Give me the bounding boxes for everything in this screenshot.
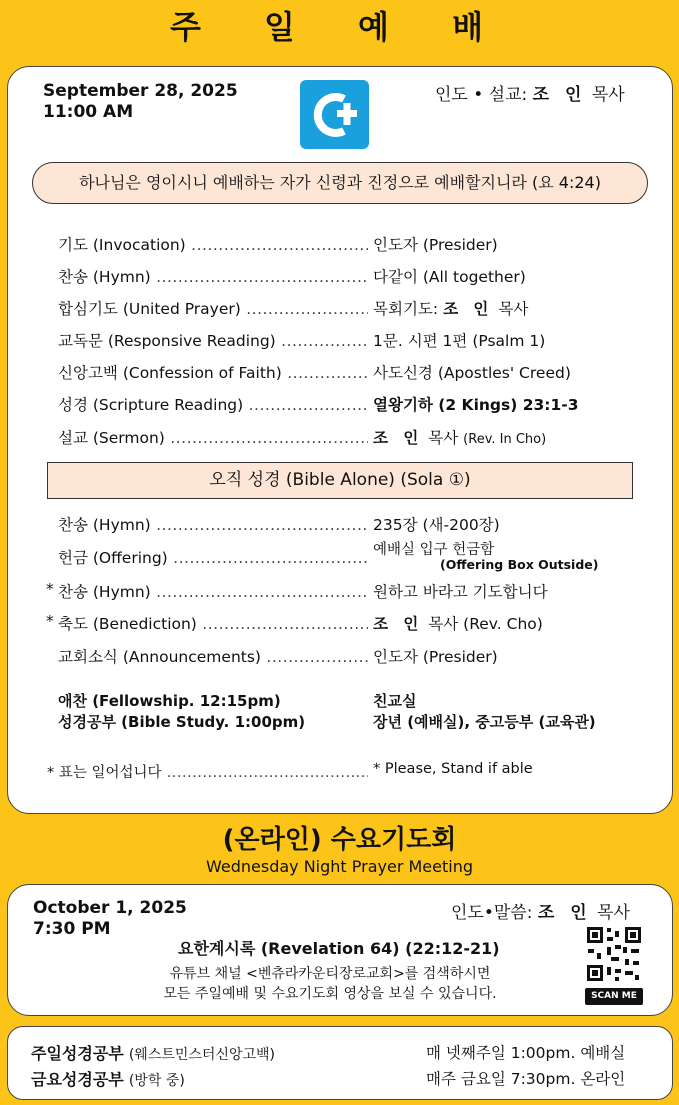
- sermon-title-box: 오직 성경 (Bible Alone) (Sola ①): [47, 462, 633, 499]
- order-value-name: 조 인: [373, 615, 424, 633]
- youtube-line-1: 유튜브 채널 <벤츄라카운티장로교회>를 검색하시면: [169, 966, 491, 982]
- leader-name: 조 인: [537, 903, 592, 923]
- stand-marker: *: [46, 612, 54, 630]
- order-value-suffix: 목사: [428, 429, 459, 447]
- order-label: 성경 (Scripture Reading) .....: [58, 393, 368, 415]
- page-title: 주 일 예 배: [169, 8, 510, 46]
- study-row: [31, 1041, 275, 1064]
- leader-title: 목사: [597, 903, 630, 923]
- order-value: 열왕기하 (2 Kings) 23:1-3: [373, 396, 579, 414]
- service-time: 11:00 AM: [43, 102, 134, 122]
- order-label: 신앙고백 (Confession of Faith) .....: [58, 361, 368, 383]
- order-row: [0, 329, 679, 353]
- order-row: [0, 265, 679, 289]
- bible-study-label: 성경공부 (Bible Study. 1:00pm): [58, 713, 306, 731]
- order-value: 예배실 입구 헌금함: [373, 542, 495, 558]
- study-value: 매주 금요일 7:30pm. 온라인: [426, 1070, 626, 1088]
- fellowship-value: 친교실: [373, 692, 417, 710]
- wednesday-subtitle: Wednesday Night Prayer Meeting: [205, 857, 474, 876]
- order-label: 기도 (Invocation) .....: [58, 233, 368, 255]
- service-date: September 28, 2025: [43, 81, 238, 101]
- wednesday-scripture: 요한계시록 (Revelation 64) (22:12-21): [178, 939, 500, 958]
- stand-marker: *: [46, 580, 54, 598]
- study-row: [31, 1067, 185, 1090]
- order-label: 찬송 (Hymn) .....: [58, 513, 368, 535]
- stand-note-row: [0, 761, 679, 785]
- order-value: 인도자 (Presider): [373, 236, 498, 254]
- stand-note-value: * Please, Stand if able: [373, 761, 533, 777]
- order-value-group: [373, 612, 543, 634]
- order-value-suffix: 목사 (Rev. Cho): [428, 615, 543, 633]
- order-label: 찬송 (Hymn) .....: [58, 580, 368, 602]
- order-value: 목회기도:: [373, 300, 439, 318]
- bible-study-value: 장년 (예배실), 중고등부 (교육관): [373, 713, 596, 731]
- leader-label: 인도 • 설교:: [435, 85, 528, 105]
- order-value-name: 조 인: [373, 429, 424, 447]
- wednesday-time: 7:30 PM: [33, 919, 111, 939]
- wednesday-leader: [451, 898, 630, 923]
- order-value-name: 조 인: [443, 300, 494, 318]
- study-sub: (방학 중): [128, 1073, 185, 1089]
- order-label: 합심기도 (United Prayer) .....: [58, 297, 368, 319]
- order-value: 1문. 시편 1편 (Psalm 1): [373, 332, 546, 350]
- stand-note-label: * 표는 일어섭니다 .....: [47, 761, 368, 782]
- order-row: [0, 513, 679, 537]
- order-value-group: [373, 297, 528, 319]
- bible-study-row: [0, 711, 679, 735]
- order-value: 사도신경 (Apostles' Creed): [373, 364, 571, 382]
- order-label: 헌금 (Offering) .....: [58, 546, 368, 568]
- study-sub: (웨스트민스터신앙고백): [128, 1047, 276, 1063]
- fellowship-label: 애찬 (Fellowship. 12:15pm): [58, 692, 281, 710]
- order-row: [0, 393, 679, 417]
- leader-title: 목사: [591, 85, 625, 105]
- order-value: 원하고 바라고 기도합니다: [373, 583, 548, 601]
- youtube-line-2: 모든 주일예배 및 수요기도회 영상을 보실 수 있습니다.: [163, 986, 497, 1002]
- qr-code-icon[interactable]: [585, 925, 643, 983]
- order-row: [0, 645, 679, 669]
- leader-label: 인도•말씀:: [451, 903, 533, 923]
- church-cross-logo-icon: [300, 80, 369, 149]
- order-value: 다같이 (All together): [373, 268, 526, 286]
- leader-name: 조 인: [532, 85, 587, 105]
- study-label: 주일성경공부: [31, 1044, 124, 1063]
- order-row: [0, 233, 679, 257]
- wednesday-date: October 1, 2025: [33, 898, 187, 918]
- wednesday-title: (온라인) 수요기도회: [222, 825, 457, 855]
- order-label: 교독문 (Responsive Reading) .....: [58, 329, 368, 351]
- order-value-group: [373, 426, 546, 448]
- order-row: [0, 297, 679, 321]
- service-leader: [435, 80, 625, 105]
- order-value-small: (Rev. In Cho): [463, 432, 547, 447]
- order-row: [0, 612, 679, 636]
- order-label: 설교 (Sermon) .....: [58, 426, 368, 448]
- wednesday-date-block: [33, 898, 187, 940]
- order-label: 축도 (Benediction) .....: [58, 612, 368, 634]
- study-label: 금요성경공부: [31, 1070, 124, 1089]
- order-row: [0, 542, 679, 572]
- order-row: [0, 426, 679, 450]
- youtube-notice: [60, 964, 600, 1004]
- order-row: [0, 580, 679, 604]
- order-label: 교회소식 (Announcements) .....: [58, 645, 368, 667]
- order-row: [0, 361, 679, 385]
- order-value: 인도자 (Presider): [373, 648, 498, 666]
- service-date-block: [43, 81, 238, 123]
- scan-me-label: SCAN ME: [585, 988, 643, 1005]
- scripture-verse-banner: 하나님은 영이시니 예배하는 자가 신령과 진정으로 예배할지니라 (요 4:24): [32, 162, 648, 204]
- study-value: 매 넷째주일 1:00pm. 예배실: [426, 1044, 626, 1062]
- order-value: 235장 (새-200장): [373, 516, 500, 534]
- order-value-suffix: 목사: [498, 300, 529, 318]
- order-label: 찬송 (Hymn) .....: [58, 265, 368, 287]
- order-value-sub: (Offering Box Outside): [440, 557, 599, 572]
